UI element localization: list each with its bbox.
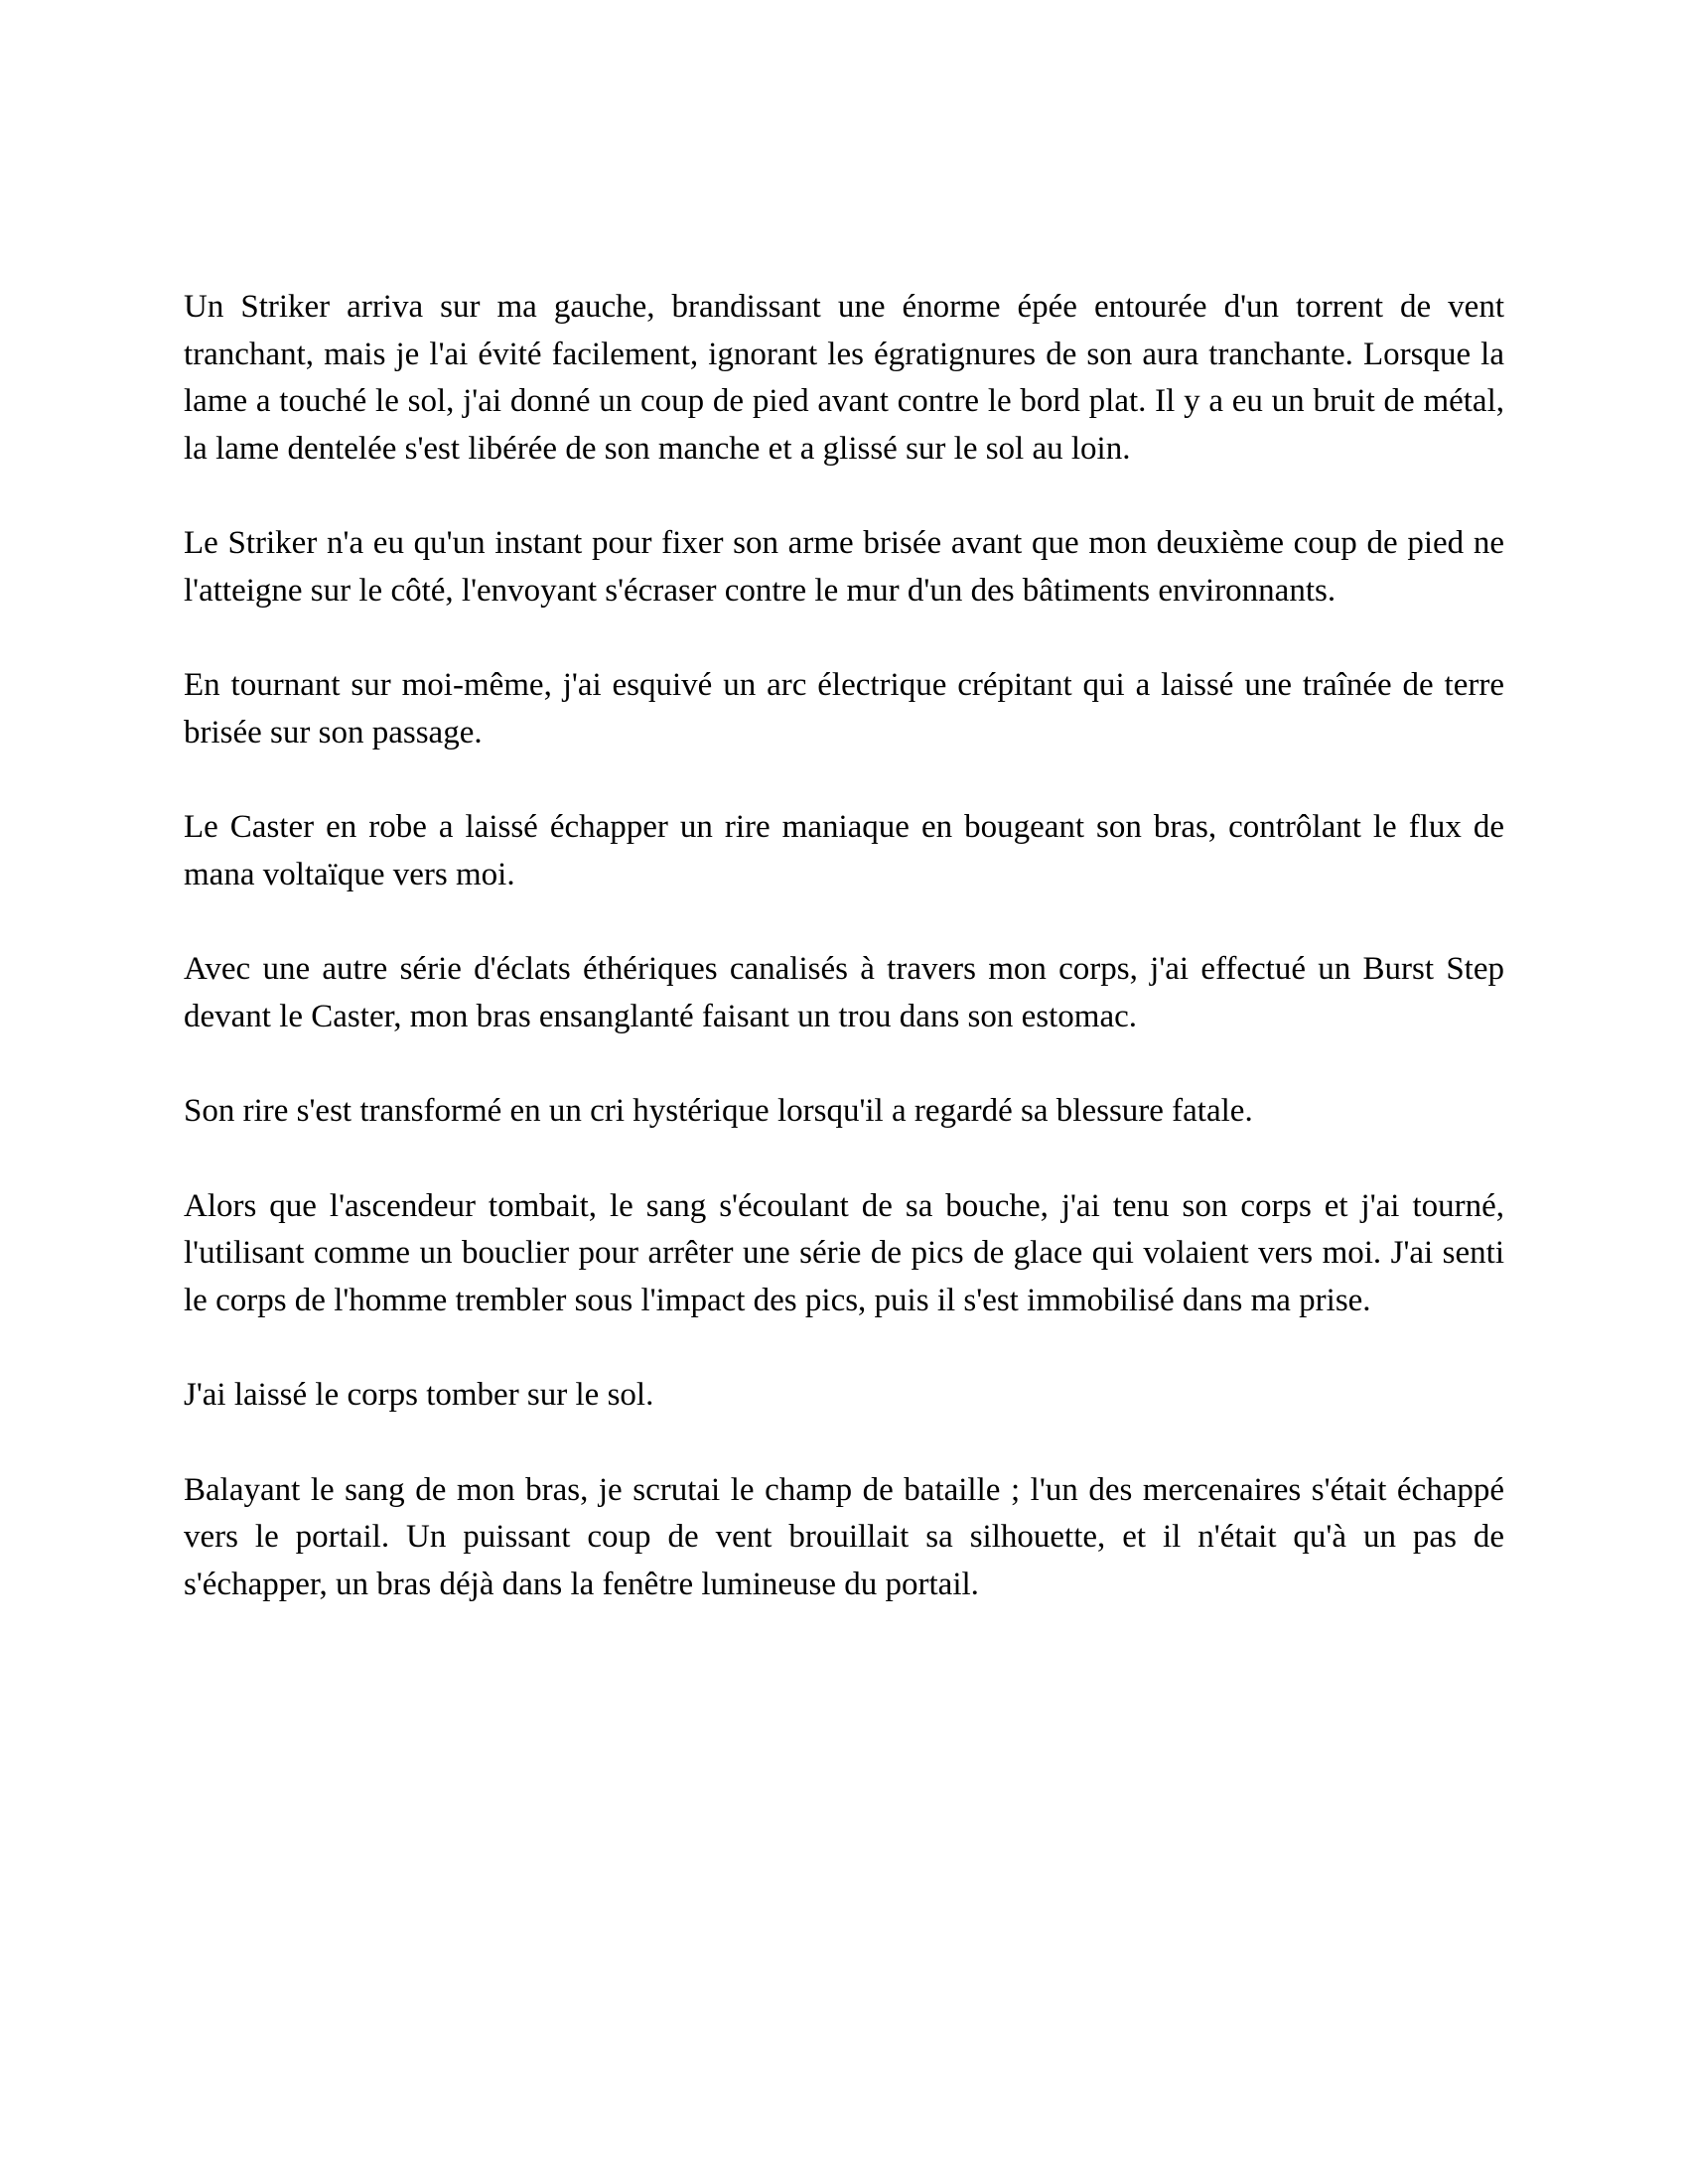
paragraph: Le Caster en robe a laissé échapper un rire maniaque en bougeant son bras, contrôlant le flux de mana voltaïque vers moi. <box>184 809 1504 892</box>
paragraph: Alors que l'ascendeur tombait, le sang s'écoulant de sa bouche, j'ai tenu son corps et j'ai tourné, l'utilisant comme un bouclier pour arrêter une série de pics de glace qui volaient vers moi. J'ai senti le corps de l'homme trembler sous l'impact des pics, puis il s'est immobilisé dans ma prise. <box>184 1187 1504 1318</box>
paragraph: Un Striker arriva sur ma gauche, brandissant une énorme épée entourée d'un torrent de vent tranchant, mais je l'ai évité facilement, ignorant les égratignures de son aura tranchante. Lorsque la lame a touché le sol, j'ai donné un coup de pied avant contre le bord plat. Il y a eu un bruit de métal, la lame dentelée s'est libérée de son manche et a glissé sur le sol au loin. <box>184 289 1504 467</box>
paragraph: Avec une autre série d'éclats éthériques canalisés à travers mon corps, j'ai effectué un Burst Step devant le Caster, mon bras ensanglanté faisant un trou dans son estomac. <box>184 951 1504 1034</box>
paragraph: En tournant sur moi-même, j'ai esquivé un arc électrique crépitant qui a laissé une traînée de terre brisée sur son passage. <box>184 667 1504 751</box>
paragraph: Le Striker n'a eu qu'un instant pour fixer son arme brisée avant que mon deuxième coup de pied ne l'atteigne sur le côté, l'envoyant s'écraser contre le mur d'un des bâtiments environnants. <box>184 525 1504 609</box>
paragraph: J'ai laissé le corps tomber sur le sol. <box>184 1377 654 1413</box>
paragraph: Son rire s'est transformé en un cri hystérique lorsqu'il a regardé sa blessure fatale. <box>184 1093 1253 1129</box>
paragraph: Balayant le sang de mon bras, je scrutai le champ de bataille ; l'un des mercenaires s'était échappé vers le portail. Un puissant coup de vent brouillait sa silhouette, et il n'était qu'à un pas de s'échapper, un bras déjà dans la fenêtre lumineuse du portail. <box>184 1471 1504 1602</box>
text-column <box>184 284 1504 1608</box>
